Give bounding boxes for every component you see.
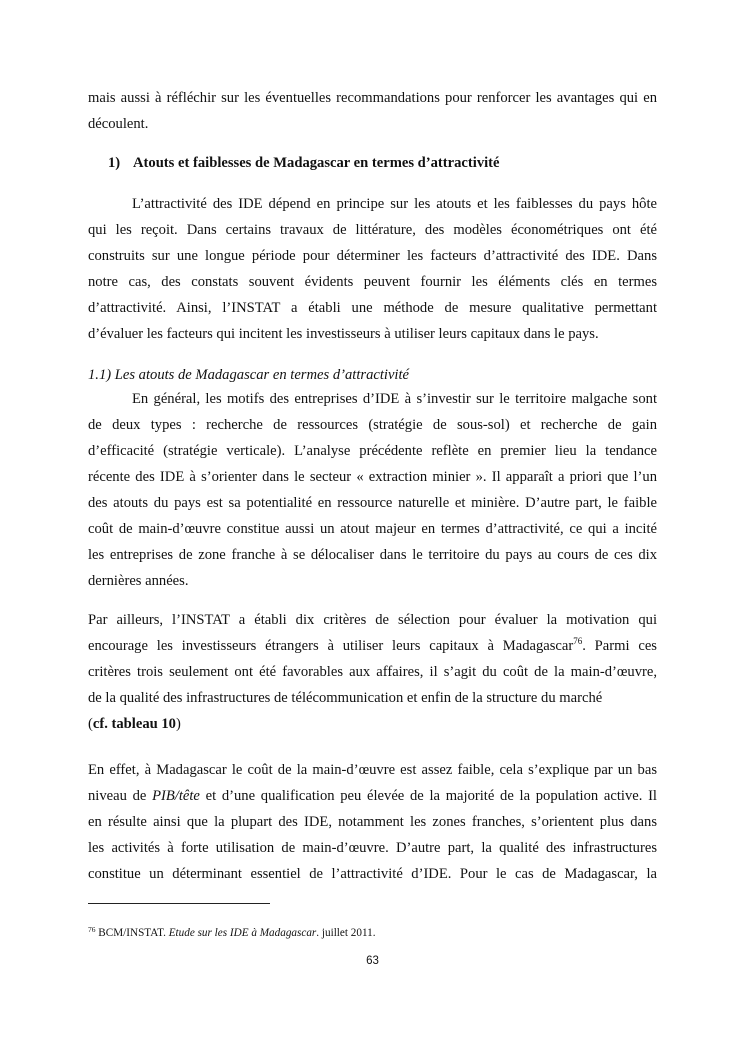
subsection-line-8: dernières années. (88, 573, 189, 589)
paragraph3-line-2 (88, 788, 657, 804)
section-line-6: d’évaluer les facteurs qui incitent les investisseurs à utiliser leurs capitaux dans le pays. (88, 326, 599, 342)
intro-line-1: mais aussi à réfléchir sur les éventuelles recommandations pour renforcer les avantages qui en (88, 90, 657, 106)
paragraph2-line-3: critères trois seulement ont été favorables aux affaires, il s’agit du coût de la main-d’œuvre, (88, 664, 657, 680)
section-line-1: L’attractivité des IDE dépend en principe sur les atouts et les faiblesses du pays hôte (132, 196, 657, 212)
paragraph3-line-2-pre: niveau de (88, 788, 153, 804)
intro-line-2: découlent. (88, 116, 149, 132)
paragraph3-line-4: les activités à forte utilisation de main-d’œuvre. D’autre part, la qualité des infrastructures (88, 840, 657, 856)
subsection-line-5: des atouts du pays est sa potentialité en ressource naturelle et minière. D’autre part, le faible (88, 495, 657, 511)
footnote-separator (88, 903, 270, 904)
footnote (88, 923, 376, 940)
section-title: Atouts et faiblesses de Madagascar en termes d’attractivité (133, 155, 500, 171)
ref-open-paren: ( (88, 716, 93, 732)
section-heading (108, 155, 500, 171)
section-line-5: d’attractivité. Ainsi, l’INSTAT a établi une méthode de mesure qualitative permettant (88, 300, 657, 316)
subsection-line-3: d’efficacité (stratégie verticale). L’analyse précédente reflète en premier lieu la tendance (88, 443, 657, 459)
ref-close-paren: ) (175, 716, 181, 732)
paragraph3-line-2-post: et d’une qualification peu élevée de la majorité de la population active. Il (199, 788, 657, 804)
paragraph2-line-2-text: encourage les investisseurs étrangers à utiliser leurs capitaux à Madagascar (88, 638, 574, 654)
table-reference-link[interactable]: cf. tableau 10 (92, 716, 176, 732)
paragraph2-line-2 (88, 638, 657, 654)
subsection-title: 1.1) Les atouts de Madagascar en termes d’attractivité (88, 367, 410, 383)
subsection-line-4: récente des IDE à s’orienter dans le secteur « extraction minier ». Il apparaît a priori que l’un (88, 469, 657, 485)
pib-tete-term: PIB/tête (152, 788, 200, 804)
subsection-line-2: de deux types : recherche de ressources (stratégie de sous-sol) et recherche de gain (88, 417, 657, 433)
subsection-line-1: En général, les motifs des entreprises d’IDE à s’investir sur le territoire malgache sont (132, 391, 657, 407)
paragraph2-line-1: Par ailleurs, l’INSTAT a établi dix critères de sélection pour évaluer la motivation qui (88, 612, 657, 628)
paragraph3-line-1: En effet, à Madagascar le coût de la main-d’œuvre est assez faible, cela s’explique par un bas (88, 762, 657, 778)
section-line-4: notre cas, des constats souvent évidents peuvent fournir les éléments clés en termes (88, 274, 657, 290)
paragraph2-line-2-tail: . Parmi ces (582, 638, 657, 654)
section-line-2: qui les reçoit. Dans certains travaux de littérature, des modèles économétriques ont été (88, 222, 657, 238)
footnote-author: BCM/INSTAT. (95, 927, 169, 939)
paragraph3-line-5: constitue un déterminant essentiel de l’attractivité d’IDE. Pour le cas de Madagascar, la (88, 866, 657, 882)
section-number: 1) (108, 155, 121, 171)
paragraph3-line-3: en résulte ainsi que la plupart des IDE, notamment les zones franches, s’orientent plus dans (88, 814, 657, 830)
page-number: 63 (366, 955, 379, 967)
footnote-tail: . juillet 2011. (316, 927, 376, 939)
section-line-3: construits sur une longue période pour déterminer les facteurs d’attractivité des IDE. Dans (88, 248, 657, 264)
subsection-line-6: coût de main-d’œuvre constitue aussi un atout majeur en termes d’attractivité, ce qui a incité (88, 521, 657, 537)
footnote-title: Etude sur les IDE à Madagascar (168, 927, 317, 939)
footnote-mark: 76 (88, 925, 96, 934)
subsection-line-7: les entreprises de zone franche à se délocaliser dans le territoire du pays au cours de ces dix (88, 547, 657, 563)
footnote-reference[interactable]: 76 (573, 636, 583, 646)
paragraph2-line-4: de la qualité des infrastructures de télécommunication et enfin de la structure du marché (88, 690, 603, 706)
table-reference (88, 716, 181, 732)
